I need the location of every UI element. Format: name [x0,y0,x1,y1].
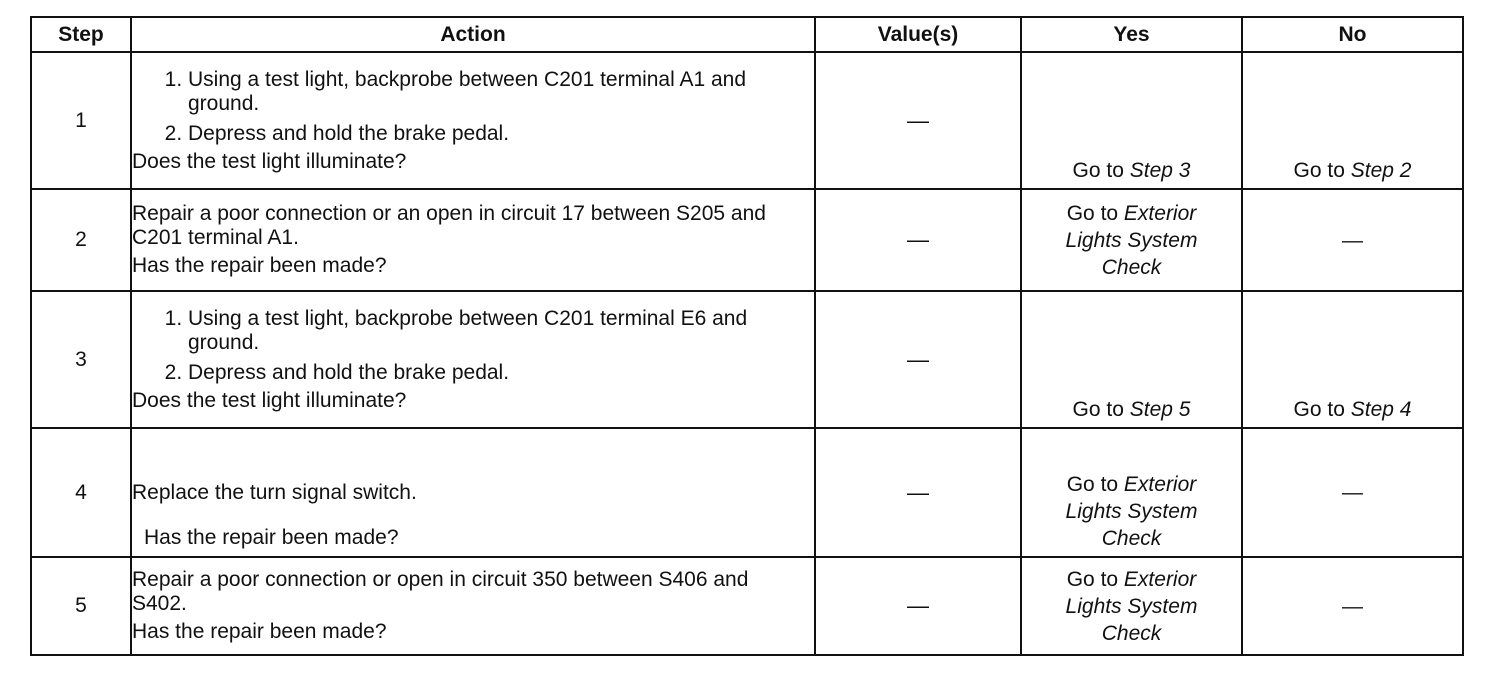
yes-cell [1021,428,1242,557]
yes-prefix: Go to [1066,567,1124,591]
table-row [31,189,1463,291]
action-cell [131,189,815,291]
no-cell [1242,291,1463,428]
header-row [31,17,1463,52]
header-no: No [1242,17,1463,52]
header-action: Action [131,17,815,52]
action-list [132,68,814,146]
header-step: Step [31,17,131,52]
value-cell: — [815,291,1021,428]
header-values: Value(s) [815,17,1021,52]
step-number: 2 [31,189,131,291]
action-list-item: 2. Depress and hold the brake pedal. [188,361,814,385]
action-text: Replace the turn signal switch. [132,480,417,504]
yes-prefix: Go to [1072,159,1130,182]
no-cell [1242,52,1463,189]
action-text: Repair a poor connection or an open in circuit 17 between S205 and C201 terminal A1. [132,202,766,249]
action-question: Has the repair been made? [132,620,387,643]
action-list [132,307,814,385]
step-number: 4 [31,428,131,557]
action-question: Has the repair been made? [132,254,387,277]
action-text: Repair a poor connection or open in circuit 350 between S406 and S402. [132,568,749,615]
yes-cell [1021,52,1242,189]
action-cell [131,291,815,428]
value-cell: — [815,52,1021,189]
table-row [31,428,1463,557]
no-prefix: Go to [1293,159,1351,182]
diagnostic-table [30,16,1464,656]
table-row [31,557,1463,655]
action-cell [131,557,815,655]
action-cell [131,428,815,557]
yes-prefix: Go to [1072,398,1130,421]
yes-link-check: Exterior Lights System Check [1065,201,1198,279]
no-link-step: Step 2 [1350,159,1412,182]
value-cell: — [815,189,1021,291]
yes-cell [1021,291,1242,428]
yes-link-step: Step 5 [1129,398,1191,421]
action-question: Has the repair been made? [144,526,399,549]
no-prefix: Go to [1293,398,1351,421]
no-cell: — [1242,557,1463,655]
table-row [31,52,1463,189]
yes-prefix: Go to [1066,201,1124,225]
step-number: 3 [31,291,131,428]
yes-link-check: Exterior Lights System Check [1065,567,1198,645]
yes-link-check: Exterior Lights System Check [1065,473,1198,550]
action-list-item: 2. Depress and hold the brake pedal. [188,122,814,146]
step-number: 5 [31,557,131,655]
yes-link-step: Step 3 [1129,159,1191,182]
value-cell: — [815,428,1021,557]
table-row [31,291,1463,428]
value-cell: — [815,557,1021,655]
yes-prefix: Go to [1066,473,1124,496]
no-cell: — [1242,189,1463,291]
action-list-item: 1. Using a test light, backprobe between C201 terminal E6 and ground. [188,307,814,355]
action-list-item: 1. Using a test light, backprobe between C201 terminal A1 and ground. [188,68,814,116]
header-yes: Yes [1021,17,1242,52]
no-cell: — [1242,428,1463,557]
no-link-step: Step 4 [1350,398,1412,421]
action-question: Does the test light illuminate? [132,388,407,412]
action-cell [131,52,815,189]
yes-cell [1021,189,1242,291]
step-number: 1 [31,52,131,189]
yes-cell [1021,557,1242,655]
action-question: Does the test light illuminate? [132,149,407,173]
